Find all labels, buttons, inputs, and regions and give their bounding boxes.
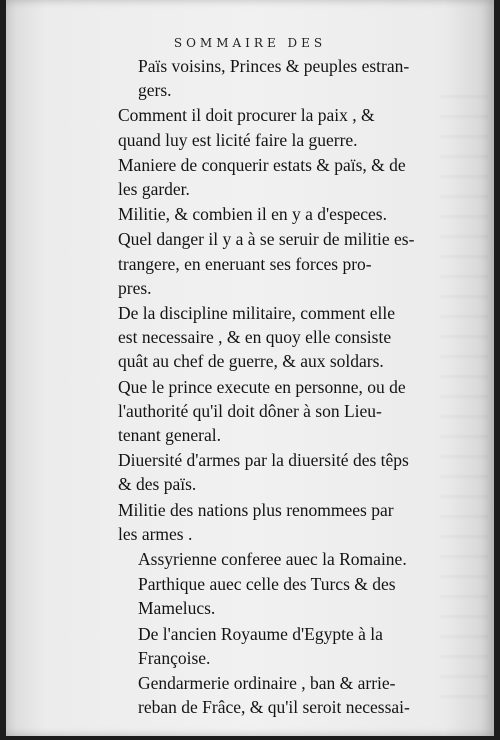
entry-line: Maniere de conquerir estats & païs, & de [118, 154, 406, 175]
summary-entry [118, 103, 474, 151]
entry-line: Que le prince execute en personne, ou de [118, 376, 406, 397]
entry-line: trangere, en eneruant ses forces pro- [118, 253, 372, 274]
book-page [6, 0, 494, 736]
summary-entry [118, 498, 474, 546]
entry-line: les armes . [118, 523, 193, 544]
entry-line: De la discipline militaire, comment elle [118, 303, 395, 324]
summary-list [118, 54, 474, 720]
entry-line: Militie des nations plus renommees par [118, 499, 394, 520]
summary-entry [118, 54, 474, 102]
entry-line: De l'ancien Royaume d'Egypte à la [138, 623, 383, 644]
entry-line: est necessaire , & en quoy elle consiste [118, 327, 392, 348]
summary-entry [118, 202, 474, 226]
summary-entry [118, 227, 474, 300]
entry-line: pres. [118, 277, 152, 298]
entry-line: Gendarmerie ordinaire , ban & arrie- [138, 673, 396, 694]
entry-line: Assyrienne conferee auec la Romaine. [138, 549, 407, 570]
summary-entry [118, 375, 474, 448]
summary-subentry [118, 671, 474, 719]
entry-line: Françoise. [138, 647, 211, 668]
entry-line: Comment il doit procurer la paix , & [118, 105, 375, 126]
entry-line: l'authorité qu'il doit dôner à son Lieu- [118, 400, 382, 421]
entry-line: Quel danger il y a à se seruir de militie es- [118, 229, 415, 250]
entry-line: tenant general. [118, 425, 222, 446]
entry-line: reban de Frâce, & qu'il seroit necessai- [138, 697, 410, 718]
entry-line: Parthique auec celle des Turcs & des [138, 574, 396, 595]
entry-line: quand luy est licité faire la guerre. [118, 129, 358, 150]
entry-line: quât au chef de guerre, & aux soldars. [118, 351, 384, 372]
summary-entry [118, 448, 474, 496]
summary-entry [118, 153, 474, 201]
entry-line: Diuersité d'armes par la diuersité des têps [118, 450, 409, 471]
entry-line: Militie, & combien il en y a d'especes. [118, 204, 387, 225]
summary-subentry [118, 572, 474, 620]
entry-line: les garder. [118, 179, 190, 200]
entry-line: & des païs. [118, 474, 197, 495]
running-header: SOMMAIRE DES [173, 36, 327, 50]
entry-line: Mamelucs. [138, 598, 216, 619]
entry-line: gers. [138, 80, 172, 101]
summary-subentry [118, 622, 474, 670]
summary-entry [118, 301, 474, 374]
summary-subentry [118, 547, 474, 571]
entry-line: Païs voisins, Princes & peuples estran- [138, 56, 410, 76]
